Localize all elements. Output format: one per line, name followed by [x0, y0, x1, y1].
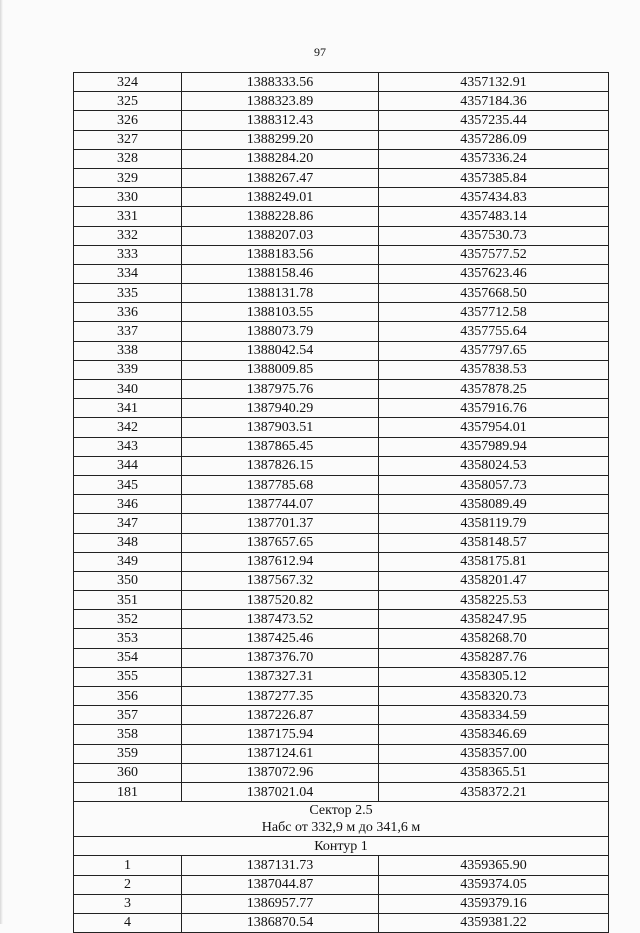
coordinates-table-body-bottom — [74, 856, 609, 933]
x-coordinate-cell: 1387327.31 — [182, 667, 379, 686]
x-coordinate-cell: 1387277.35 — [182, 687, 379, 706]
x-coordinate-cell: 1388249.01 — [182, 188, 379, 207]
table-row — [74, 875, 609, 894]
table-row — [74, 629, 609, 648]
table-row — [74, 341, 609, 360]
point-number-cell: 338 — [74, 341, 182, 360]
x-coordinate-cell: 1388323.89 — [182, 92, 379, 111]
table-row — [74, 725, 609, 744]
x-coordinate-cell: 1387124.61 — [182, 744, 379, 763]
coordinates-table-body-top — [74, 73, 609, 802]
x-coordinate-cell: 1388103.55 — [182, 303, 379, 322]
point-number-cell: 181 — [74, 782, 182, 801]
y-coordinate-cell: 4358089.49 — [379, 495, 609, 514]
point-number-cell: 350 — [74, 571, 182, 590]
point-number-cell: 357 — [74, 706, 182, 725]
y-coordinate-cell: 4357434.83 — [379, 188, 609, 207]
x-coordinate-cell: 1388333.56 — [182, 73, 379, 92]
table-row — [74, 913, 609, 932]
y-coordinate-cell: 4357483.14 — [379, 207, 609, 226]
x-coordinate-cell: 1387785.68 — [182, 475, 379, 494]
table-row — [74, 207, 609, 226]
y-coordinate-cell: 4357184.36 — [379, 92, 609, 111]
scan-edge-shadow — [0, 0, 3, 924]
x-coordinate-cell: 1387903.51 — [182, 418, 379, 437]
y-coordinate-cell: 4358201.47 — [379, 571, 609, 590]
table-row — [74, 514, 609, 533]
point-number-cell: 340 — [74, 380, 182, 399]
table-row — [74, 437, 609, 456]
table-row — [74, 303, 609, 322]
x-coordinate-cell: 1387021.04 — [182, 782, 379, 801]
point-number-cell: 334 — [74, 264, 182, 283]
y-coordinate-cell: 4358334.59 — [379, 706, 609, 725]
y-coordinate-cell: 4357797.65 — [379, 341, 609, 360]
y-coordinate-cell: 4357385.84 — [379, 168, 609, 187]
y-coordinate-cell: 4357916.76 — [379, 399, 609, 418]
point-number-cell: 326 — [74, 111, 182, 130]
table-row — [74, 856, 609, 875]
table-row — [74, 380, 609, 399]
page-number: 97 — [314, 45, 326, 59]
y-coordinate-cell: 4357712.58 — [379, 303, 609, 322]
table-row — [74, 149, 609, 168]
point-number-cell: 3 — [74, 894, 182, 913]
y-coordinate-cell: 4358175.81 — [379, 552, 609, 571]
y-coordinate-cell: 4358247.95 — [379, 610, 609, 629]
x-coordinate-cell: 1388228.86 — [182, 207, 379, 226]
y-coordinate-cell: 4357286.09 — [379, 130, 609, 149]
x-coordinate-cell: 1387701.37 — [182, 514, 379, 533]
sector-header — [74, 802, 609, 856]
point-number-cell: 352 — [74, 610, 182, 629]
sector-header-row — [74, 802, 609, 837]
x-coordinate-cell: 1388183.56 — [182, 245, 379, 264]
y-coordinate-cell: 4358287.76 — [379, 648, 609, 667]
y-coordinate-cell: 4358365.51 — [379, 763, 609, 782]
point-number-cell: 1 — [74, 856, 182, 875]
table-row — [74, 744, 609, 763]
point-number-cell: 356 — [74, 687, 182, 706]
table-row — [74, 418, 609, 437]
sector-title: Сектор 2.5 — [309, 803, 373, 819]
x-coordinate-cell: 1388312.43 — [182, 111, 379, 130]
y-coordinate-cell: 4357878.25 — [379, 380, 609, 399]
table-row — [74, 188, 609, 207]
x-coordinate-cell: 1387612.94 — [182, 552, 379, 571]
table-row — [74, 264, 609, 283]
table-row — [74, 284, 609, 303]
y-coordinate-cell: 4357235.44 — [379, 111, 609, 130]
y-coordinate-cell: 4358305.12 — [379, 667, 609, 686]
table-row — [74, 475, 609, 494]
table-row — [74, 130, 609, 149]
table-row — [74, 591, 609, 610]
x-coordinate-cell: 1387131.73 — [182, 856, 379, 875]
y-coordinate-cell: 4357989.94 — [379, 437, 609, 456]
table-row — [74, 552, 609, 571]
point-number-cell: 329 — [74, 168, 182, 187]
point-number-cell: 327 — [74, 130, 182, 149]
y-coordinate-cell: 4357838.53 — [379, 360, 609, 379]
table-row — [74, 226, 609, 245]
contour-header-row — [74, 837, 609, 856]
point-number-cell: 333 — [74, 245, 182, 264]
table-row — [74, 706, 609, 725]
table-row — [74, 245, 609, 264]
table-row — [74, 322, 609, 341]
x-coordinate-cell: 1387473.52 — [182, 610, 379, 629]
y-coordinate-cell: 4359365.90 — [379, 856, 609, 875]
point-number-cell: 332 — [74, 226, 182, 245]
y-coordinate-cell: 4358346.69 — [379, 725, 609, 744]
table-row — [74, 667, 609, 686]
x-coordinate-cell: 1388158.46 — [182, 264, 379, 283]
point-number-cell: 344 — [74, 456, 182, 475]
sector-header-cell — [74, 802, 609, 837]
y-coordinate-cell: 4357132.91 — [379, 73, 609, 92]
y-coordinate-cell: 4357530.73 — [379, 226, 609, 245]
y-coordinate-cell: 4359374.05 — [379, 875, 609, 894]
point-number-cell: 337 — [74, 322, 182, 341]
point-number-cell: 2 — [74, 875, 182, 894]
coordinates-table — [73, 72, 609, 933]
y-coordinate-cell: 4358148.57 — [379, 533, 609, 552]
x-coordinate-cell: 1387744.07 — [182, 495, 379, 514]
y-coordinate-cell: 4357577.52 — [379, 245, 609, 264]
y-coordinate-cell: 4358024.53 — [379, 456, 609, 475]
table-row — [74, 168, 609, 187]
table-row — [74, 73, 609, 92]
table-row — [74, 610, 609, 629]
point-number-cell: 346 — [74, 495, 182, 514]
x-coordinate-cell: 1388299.20 — [182, 130, 379, 149]
table-row — [74, 763, 609, 782]
point-number-cell: 355 — [74, 667, 182, 686]
table-row — [74, 533, 609, 552]
point-number-cell: 351 — [74, 591, 182, 610]
point-number-cell: 328 — [74, 149, 182, 168]
x-coordinate-cell: 1387520.82 — [182, 591, 379, 610]
x-coordinate-cell: 1387226.87 — [182, 706, 379, 725]
x-coordinate-cell: 1386870.54 — [182, 913, 379, 932]
y-coordinate-cell: 4358320.73 — [379, 687, 609, 706]
point-number-cell: 341 — [74, 399, 182, 418]
x-coordinate-cell: 1387175.94 — [182, 725, 379, 744]
table-row — [74, 782, 609, 801]
x-coordinate-cell: 1388042.54 — [182, 341, 379, 360]
point-number-cell: 358 — [74, 725, 182, 744]
point-number-cell: 348 — [74, 533, 182, 552]
point-number-cell: 330 — [74, 188, 182, 207]
x-coordinate-cell: 1387657.65 — [182, 533, 379, 552]
x-coordinate-cell: 1387376.70 — [182, 648, 379, 667]
point-number-cell: 345 — [74, 475, 182, 494]
y-coordinate-cell: 4357668.50 — [379, 284, 609, 303]
y-coordinate-cell: 4358119.79 — [379, 514, 609, 533]
y-coordinate-cell: 4358057.73 — [379, 475, 609, 494]
x-coordinate-cell: 1387567.32 — [182, 571, 379, 590]
x-coordinate-cell: 1388073.79 — [182, 322, 379, 341]
sector-height-range: Набс от 332,9 м до 341,6 м — [261, 820, 421, 836]
x-coordinate-cell: 1388207.03 — [182, 226, 379, 245]
y-coordinate-cell: 4357336.24 — [379, 149, 609, 168]
point-number-cell: 342 — [74, 418, 182, 437]
contour-title: Контур 1 — [74, 837, 609, 856]
point-number-cell: 325 — [74, 92, 182, 111]
x-coordinate-cell: 1387072.96 — [182, 763, 379, 782]
point-number-cell: 335 — [74, 284, 182, 303]
x-coordinate-cell: 1388267.47 — [182, 168, 379, 187]
y-coordinate-cell: 4357755.64 — [379, 322, 609, 341]
y-coordinate-cell: 4357623.46 — [379, 264, 609, 283]
x-coordinate-cell: 1388284.20 — [182, 149, 379, 168]
table-row — [74, 92, 609, 111]
table-row — [74, 495, 609, 514]
x-coordinate-cell: 1387940.29 — [182, 399, 379, 418]
x-coordinate-cell: 1387865.45 — [182, 437, 379, 456]
y-coordinate-cell: 4358357.00 — [379, 744, 609, 763]
table-row — [74, 571, 609, 590]
table-row — [74, 894, 609, 913]
x-coordinate-cell: 1388009.85 — [182, 360, 379, 379]
table-row — [74, 111, 609, 130]
table-row — [74, 360, 609, 379]
x-coordinate-cell: 1387826.15 — [182, 456, 379, 475]
table-row — [74, 399, 609, 418]
point-number-cell: 347 — [74, 514, 182, 533]
y-coordinate-cell: 4359381.22 — [379, 913, 609, 932]
x-coordinate-cell: 1387044.87 — [182, 875, 379, 894]
point-number-cell: 4 — [74, 913, 182, 932]
point-number-cell: 339 — [74, 360, 182, 379]
point-number-cell: 360 — [74, 763, 182, 782]
point-number-cell: 353 — [74, 629, 182, 648]
y-coordinate-cell: 4359379.16 — [379, 894, 609, 913]
point-number-cell: 324 — [74, 73, 182, 92]
table-row — [74, 456, 609, 475]
point-number-cell: 336 — [74, 303, 182, 322]
table-row — [74, 648, 609, 667]
y-coordinate-cell: 4357954.01 — [379, 418, 609, 437]
point-number-cell: 359 — [74, 744, 182, 763]
x-coordinate-cell: 1388131.78 — [182, 284, 379, 303]
point-number-cell: 343 — [74, 437, 182, 456]
y-coordinate-cell: 4358225.53 — [379, 591, 609, 610]
point-number-cell: 331 — [74, 207, 182, 226]
point-number-cell: 349 — [74, 552, 182, 571]
point-number-cell: 354 — [74, 648, 182, 667]
y-coordinate-cell: 4358268.70 — [379, 629, 609, 648]
table-row — [74, 687, 609, 706]
x-coordinate-cell: 1387975.76 — [182, 380, 379, 399]
x-coordinate-cell: 1387425.46 — [182, 629, 379, 648]
x-coordinate-cell: 1386957.77 — [182, 894, 379, 913]
y-coordinate-cell: 4358372.21 — [379, 782, 609, 801]
